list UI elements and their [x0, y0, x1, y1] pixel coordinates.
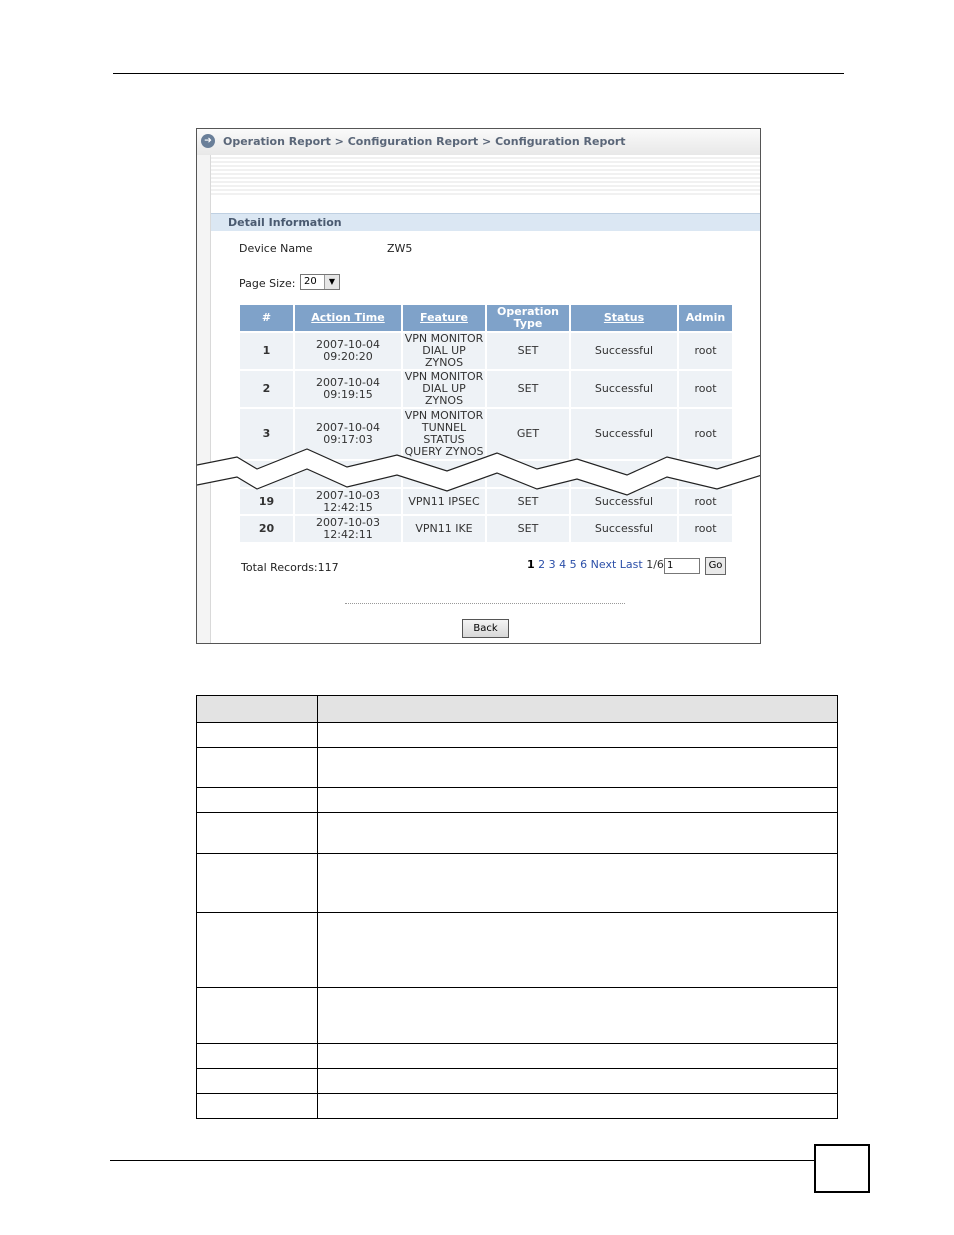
- pagination: [527, 558, 664, 571]
- row-time: 09:17:03: [323, 433, 373, 446]
- row-operation-type: GET: [486, 408, 570, 460]
- page-size-select[interactable]: [300, 274, 340, 290]
- row-operation-type: SET: [486, 488, 570, 515]
- row-date: 2007-10-03: [316, 516, 380, 529]
- description-row: [197, 1069, 838, 1094]
- row-time: 12:42:15: [323, 500, 373, 514]
- col-header-status[interactable]: Status: [570, 305, 678, 332]
- breadcrumb-item[interactable]: Configuration Report: [347, 135, 479, 148]
- page-link[interactable]: 4: [559, 558, 567, 571]
- description-row: [197, 1094, 838, 1119]
- table-row: [240, 332, 732, 370]
- feature-line: VPN MONITOR: [404, 409, 484, 422]
- header-stripes: [197, 155, 760, 197]
- row-date: 2007-10-04: [316, 421, 380, 434]
- row-action-time: [294, 370, 402, 408]
- back-button[interactable]: Back: [462, 619, 509, 638]
- torn-break-graphic: [197, 447, 761, 497]
- row-admin: root: [678, 332, 732, 370]
- row-status: Successful: [570, 332, 678, 370]
- breadcrumb-item[interactable]: Operation Report: [223, 135, 331, 148]
- arrow-circle-icon: ➔: [201, 134, 215, 148]
- total-records: Total Records:117: [241, 561, 339, 574]
- page-size-label: Page Size:: [239, 277, 296, 290]
- description-row: [197, 813, 838, 854]
- row-admin: root: [678, 488, 732, 515]
- chevron-down-icon[interactable]: ▼: [324, 275, 339, 289]
- bottom-rule: [110, 1160, 814, 1161]
- row-number: 3: [240, 408, 294, 460]
- description-table: [196, 695, 838, 1119]
- feature-line: VPN MONITOR: [404, 332, 484, 345]
- page-link[interactable]: 2: [538, 558, 546, 571]
- feature-line: STATUS: [423, 433, 465, 446]
- row-status: Successful: [570, 370, 678, 408]
- row-date: 2007-10-04: [316, 376, 380, 389]
- row-operation-type: SET: [486, 370, 570, 408]
- page-position: 1/6: [646, 558, 664, 571]
- description-row: [197, 1044, 838, 1069]
- row-time: 09:20:20: [323, 350, 373, 363]
- page-current: 1: [527, 558, 535, 571]
- col-header-operation-type: Operation Type: [486, 305, 570, 332]
- page-number-input[interactable]: 1: [664, 558, 700, 574]
- row-action-time: [294, 515, 402, 542]
- feature-line: DIAL UP: [422, 344, 466, 357]
- report-table: [240, 305, 732, 542]
- row-feature: [402, 332, 486, 370]
- row-status: Successful: [570, 515, 678, 542]
- last-page-link[interactable]: Last: [619, 558, 643, 571]
- col-header-number: #: [240, 305, 294, 332]
- go-button[interactable]: Go: [705, 557, 726, 575]
- breadcrumb-item: Configuration Report: [495, 135, 626, 148]
- col-header-admin: Admin: [678, 305, 732, 332]
- feature-line: VPN MONITOR: [404, 370, 484, 383]
- description-row: [197, 854, 838, 913]
- breadcrumb: [223, 135, 626, 148]
- row-feature: VPN11 IPSEC: [402, 488, 486, 515]
- section-title: Detail Information: [211, 213, 761, 231]
- description-header-row: [197, 696, 838, 723]
- row-number: 19: [240, 488, 294, 515]
- row-operation-type: SET: [486, 515, 570, 542]
- row-status: Successful: [570, 488, 678, 515]
- row-time: 12:42:11: [323, 528, 373, 541]
- col-header-feature[interactable]: Feature: [402, 305, 486, 332]
- table-header-row: [240, 305, 732, 332]
- feature-line: DIAL UP: [422, 382, 466, 395]
- breadcrumb-bar: [197, 129, 760, 156]
- page-link[interactable]: 3: [548, 558, 556, 571]
- table-row: [240, 515, 732, 542]
- feature-line: TUNNEL: [421, 421, 467, 434]
- description-row: [197, 988, 838, 1044]
- row-date: 2007-10-04: [316, 338, 380, 351]
- feature-line: ZYNOS: [424, 356, 464, 369]
- row-number: 2: [240, 370, 294, 408]
- page-link[interactable]: 6: [580, 558, 588, 571]
- row-status: Successful: [570, 408, 678, 460]
- row-admin: root: [678, 370, 732, 408]
- description-row: [197, 788, 838, 813]
- row-date: 2007-10-03: [316, 488, 380, 502]
- page-number-box: [814, 1144, 870, 1193]
- page-size-value: 20: [304, 276, 317, 287]
- breadcrumb-separator: >: [334, 135, 344, 148]
- top-rule: [113, 73, 844, 74]
- device-name-value: ZW5: [387, 242, 413, 255]
- row-action-time: [294, 332, 402, 370]
- row-number: 1: [240, 332, 294, 370]
- col-header-action-time[interactable]: Action Time: [294, 305, 402, 332]
- row-feature: [402, 370, 486, 408]
- page-link[interactable]: 5: [569, 558, 577, 571]
- row-number: 20: [240, 515, 294, 542]
- device-name-label: Device Name: [239, 242, 313, 255]
- description-row: [197, 748, 838, 788]
- feature-line: QUERY ZYNOS: [404, 445, 484, 458]
- breadcrumb-separator: >: [482, 135, 492, 148]
- feature-line: ZYNOS: [424, 394, 464, 407]
- description-row: [197, 723, 838, 748]
- screenshot-frame: [196, 128, 761, 644]
- row-admin: root: [678, 515, 732, 542]
- row-feature: VPN11 IKE: [402, 515, 486, 542]
- row-time: 09:19:15: [323, 388, 373, 401]
- description-row: [197, 913, 838, 988]
- dotted-divider: [345, 603, 625, 604]
- table-row: [240, 370, 732, 408]
- left-gutter: [197, 155, 211, 644]
- next-page-link[interactable]: Next: [590, 558, 617, 571]
- row-operation-type: SET: [486, 332, 570, 370]
- row-admin: root: [678, 408, 732, 460]
